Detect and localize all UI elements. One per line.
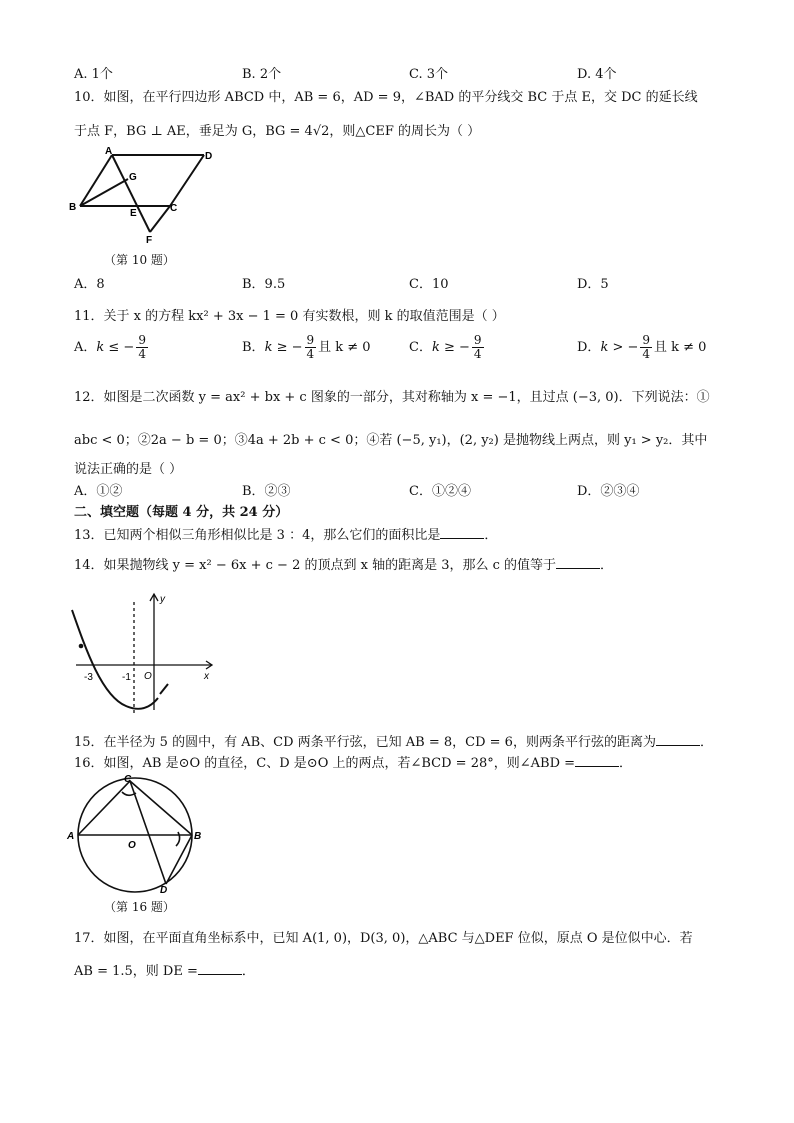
graph-x-label: x bbox=[204, 671, 209, 682]
q10-option-b: B．9.5 bbox=[242, 277, 286, 292]
q9-option-c: C. 3个 bbox=[409, 67, 449, 82]
q16-circle-figure bbox=[66, 772, 206, 894]
q12-parabola-graph bbox=[64, 588, 224, 720]
q13-answer-blank[interactable] bbox=[440, 526, 484, 539]
q10-option-c: C．10 bbox=[409, 277, 449, 292]
q12-option-c: C．①②④ bbox=[409, 484, 471, 499]
q10-figure-caption: （第 10 题） bbox=[104, 253, 175, 267]
q12-option-a: A．①② bbox=[74, 484, 123, 499]
q11-option-d: D．k > − $\frac{9}{4}$ 且 k ≠ 0 bbox=[577, 333, 707, 361]
q9-option-b: B. 2个 bbox=[242, 67, 282, 82]
graph-label-neg3: -3 bbox=[84, 672, 93, 683]
q10-parallelogram-figure bbox=[66, 144, 226, 246]
q12-stem-line1: 12．如图是二次函数 y = ax² + bx + c 图象的一部分，其对称轴为 x = −1，且过点 (−3, 0)．下列说法：① bbox=[74, 390, 710, 405]
graph-origin-label: O bbox=[144, 671, 152, 682]
q14: 14．如果抛物线 y = x² − 6x + c − 2 的顶点到 x 轴的距离是 3，那么 c 的值等于 ． bbox=[74, 558, 614, 573]
fig10-label-d: D bbox=[205, 151, 213, 162]
circle-label-a: A bbox=[67, 831, 75, 842]
q11-option-b: B．k ≥ − $\frac{9}{4}$ 且 k ≠ 0 bbox=[242, 333, 371, 361]
circle-label-d: D bbox=[160, 885, 168, 894]
q17-stem-line1: 17．如图，在平面直角坐标系中，已知 A(1, 0)，D(3, 0)，△ABC 与△DEF 位似，原点 O 是位似中心．若 bbox=[74, 931, 693, 946]
section-2-title: 二、填空题（每题 4 分，共 24 分） bbox=[74, 505, 289, 520]
graph-label-neg1: -1 bbox=[122, 672, 131, 683]
q12-option-b: B．②③ bbox=[242, 484, 291, 499]
fig10-label-g: G bbox=[129, 172, 137, 183]
circle-label-o: O bbox=[128, 840, 136, 851]
fig10-label-e: E bbox=[130, 208, 137, 219]
q10-option-a: A．8 bbox=[74, 277, 105, 292]
q11-stem: 11．关于 x 的方程 kx² + 3x − 1 = 0 有实数根，则 k 的取值范围是（ ） bbox=[74, 309, 505, 324]
fig10-label-b: B bbox=[69, 202, 77, 213]
q15-answer-blank[interactable] bbox=[656, 733, 700, 746]
q12-option-d: D．②③④ bbox=[577, 484, 640, 499]
q16: 16．如图，AB 是⊙O 的直径，C、D 是⊙O 上的两点，若∠BCD = 28°，则∠ABD = ． bbox=[74, 756, 633, 771]
q15: 15．在半径为 5 的圆中，有 AB、CD 两条平行弦，已知 AB = 8，CD = 6，则两条平行弦的距离为 ． bbox=[74, 735, 713, 750]
fig10-label-c: C bbox=[170, 203, 178, 214]
q10-option-d: D．5 bbox=[577, 277, 609, 292]
q12-stem-line2: abc < 0；②2a − b = 0；③4a + 2b + c < 0；④若 (−5, y₁)，(2, y₂) 是抛物线上两点，则 y₁ > y₂．其中 bbox=[74, 433, 708, 448]
q14-answer-blank[interactable] bbox=[556, 556, 600, 569]
q10-stem-line2: 于点 F，BG ⊥ AE，垂足为 G，BG = 4√2，则△CEF 的周长为（ ） bbox=[74, 124, 481, 139]
q12-stem-line3: 说法正确的是（ ） bbox=[74, 462, 183, 477]
q13: 13．已知两个相似三角形相似比是 3 ：4，那么它们的面积比是 ． bbox=[74, 528, 498, 543]
q16-figure-caption: （第 16 题） bbox=[104, 900, 175, 914]
fig10-label-f: F bbox=[146, 235, 153, 246]
q11-option-c: C．k ≥ − $\frac{9}{4}$ bbox=[409, 333, 482, 361]
q17-stem-line2: AB = 1.5，则 DE = ． bbox=[74, 964, 255, 979]
graph-y-label: y bbox=[160, 594, 165, 605]
circle-label-c: C bbox=[124, 774, 132, 785]
circle-label-b: B bbox=[194, 831, 202, 842]
q9-option-a: A. 1个 bbox=[74, 67, 113, 82]
fig10-label-a: A bbox=[105, 146, 113, 157]
q9-option-d: D. 4个 bbox=[577, 67, 617, 82]
q10-stem-line1: 10．如图，在平行四边形 ABCD 中，AB = 6，AD = 9，∠BAD 的平分线交 BC 于点 E，交 DC 的延长线 bbox=[74, 90, 698, 105]
q11-option-a: A．k ≤ − $\frac{9}{4}$ bbox=[74, 333, 146, 361]
q17-answer-blank[interactable] bbox=[198, 962, 242, 975]
q16-answer-blank[interactable] bbox=[575, 754, 619, 767]
